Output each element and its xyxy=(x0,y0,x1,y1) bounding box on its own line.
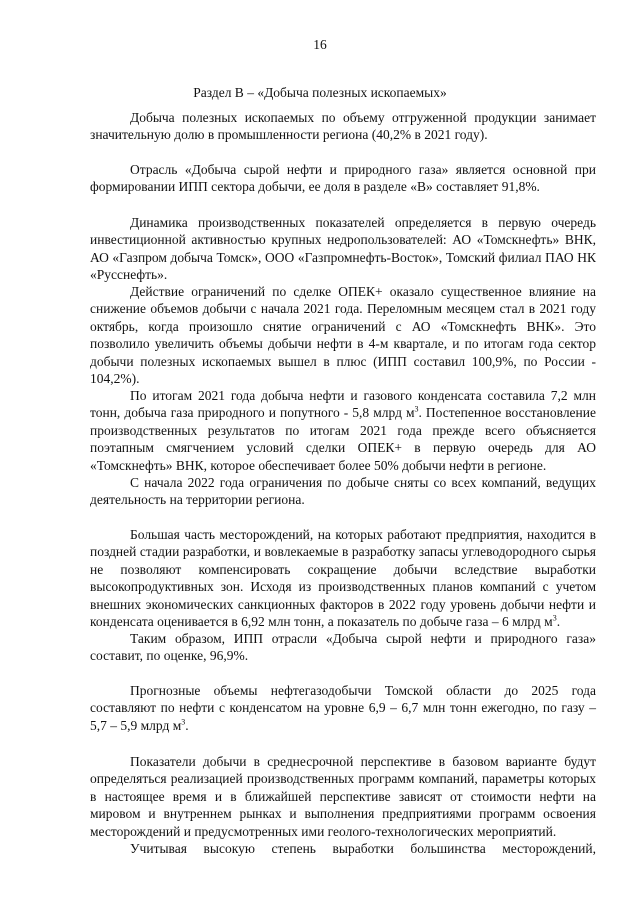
superscript: 3 xyxy=(552,613,557,623)
paragraph-9-text: Прогнозные объемы нефтегазодобычи Томской области до 2025 года составляют по нефти с конденсатом на уровне 6,9 – 6,7 млн тонн ежегодно, по газу – 5,7 – 5,9 млрд м xyxy=(90,683,596,733)
paragraph-6: С начала 2022 года ограничения по добыче сняты со всех компаний, ведущих деятельность на территории региона. xyxy=(90,475,596,508)
paragraph-5-text-continued: . Постепенное восстановление производственных результатов по итогам 2021 года прежде всего объясняется поэтапным смягчением условий сделки ОПЕК+ в первую очередь для АО «Томскнефть» ВНК, которое обеспечивает более 50% добычи нефти в регионе. xyxy=(90,405,596,473)
paragraph-4: Действие ограничений по сделке ОПЕК+ оказало существенное влияние на снижение объемов добычи с начала 2021 года. Переломным месяцем стал в 2021 году октябрь, когда произошло снятие ограничений с АО «Томскнефть ВНК». Это позволило увеличить объемы добычи нефти в 4-м квартале, и по итогам года сектор добычи полезных ископаемых вышел в плюс (ИПП составил 100,9%, по России - 104,2%). xyxy=(90,284,596,387)
paragraph-11: Учитывая высокую степень выработки большинства месторождений, xyxy=(130,841,596,856)
paragraph-8: Таким образом, ИПП отрасли «Добыча сырой нефти и природного газа» составит, по оценке, 96,9%. xyxy=(90,631,596,664)
paragraph-1: Добыча полезных ископаемых по объему отгруженной продукции занимает значительную долю в промышленности региона (40,2% в 2021 году). xyxy=(90,110,596,143)
superscript: 3 xyxy=(414,404,419,414)
paragraph-10: Показатели добычи в среднесрочной перспективе в базовом варианте будут определяться реализацией производственных программ компаний, параметры которых в настоящее время и в ближайшей перспективе зависят от стоимости нефти на мировом и внутреннем рынках и выполнения предприятиями программ освоения месторождений и предусмотренных ими геолого-технологических мероприятий. xyxy=(90,754,596,839)
paragraph-5 xyxy=(90,387,596,474)
paragraph-2: Отрасль «Добыча сырой нефти и природного газа» является основной при формировании ИПП сектора добычи, ее доля в разделе «B» составляет 91,8%. xyxy=(90,162,596,195)
section-title: Раздел B – «Добыча полезных ископаемых» xyxy=(193,85,447,100)
paragraph-9 xyxy=(90,682,596,734)
superscript: 3 xyxy=(181,717,186,727)
paragraph-7-text: Большая часть месторождений, на которых работают предприятия, находится в поздней стадии разработки, и вовлекаемые в разработку запасы углеводородного сырья не позволяют компенсировать сокращение добычи вследствие выработки высокопродуктивных зон. Исходя из производственных планов компаний с учетом внешних экономических санкционных факторов в 2022 году уровень добычи нефти и конденсата оценивается в 6,92 млн тонн, а показатель по добыче газа – 6 млрд м xyxy=(90,527,596,630)
page-number: 16 xyxy=(313,37,327,52)
paragraph-7 xyxy=(90,526,596,630)
paragraph-9-text-continued: . xyxy=(185,717,189,733)
paragraph-3: Динамика производственных показателей определяется в первую очередь инвестиционной активностью крупных недропользователей: АО «Томскнефть» ВНК, АО «Газпром добыча Томск», ООО «Газпромнефть-Восток», Томский филиал ПАО НК «Русснефть». xyxy=(90,215,596,283)
paragraph-5-text: По итогам 2021 года добыча нефти и газового конденсата составила 7,2 млн тонн, добыча газа природного и попутного - 5,8 млрд м xyxy=(90,388,596,421)
paragraph-7-text-continued: . xyxy=(556,614,561,630)
